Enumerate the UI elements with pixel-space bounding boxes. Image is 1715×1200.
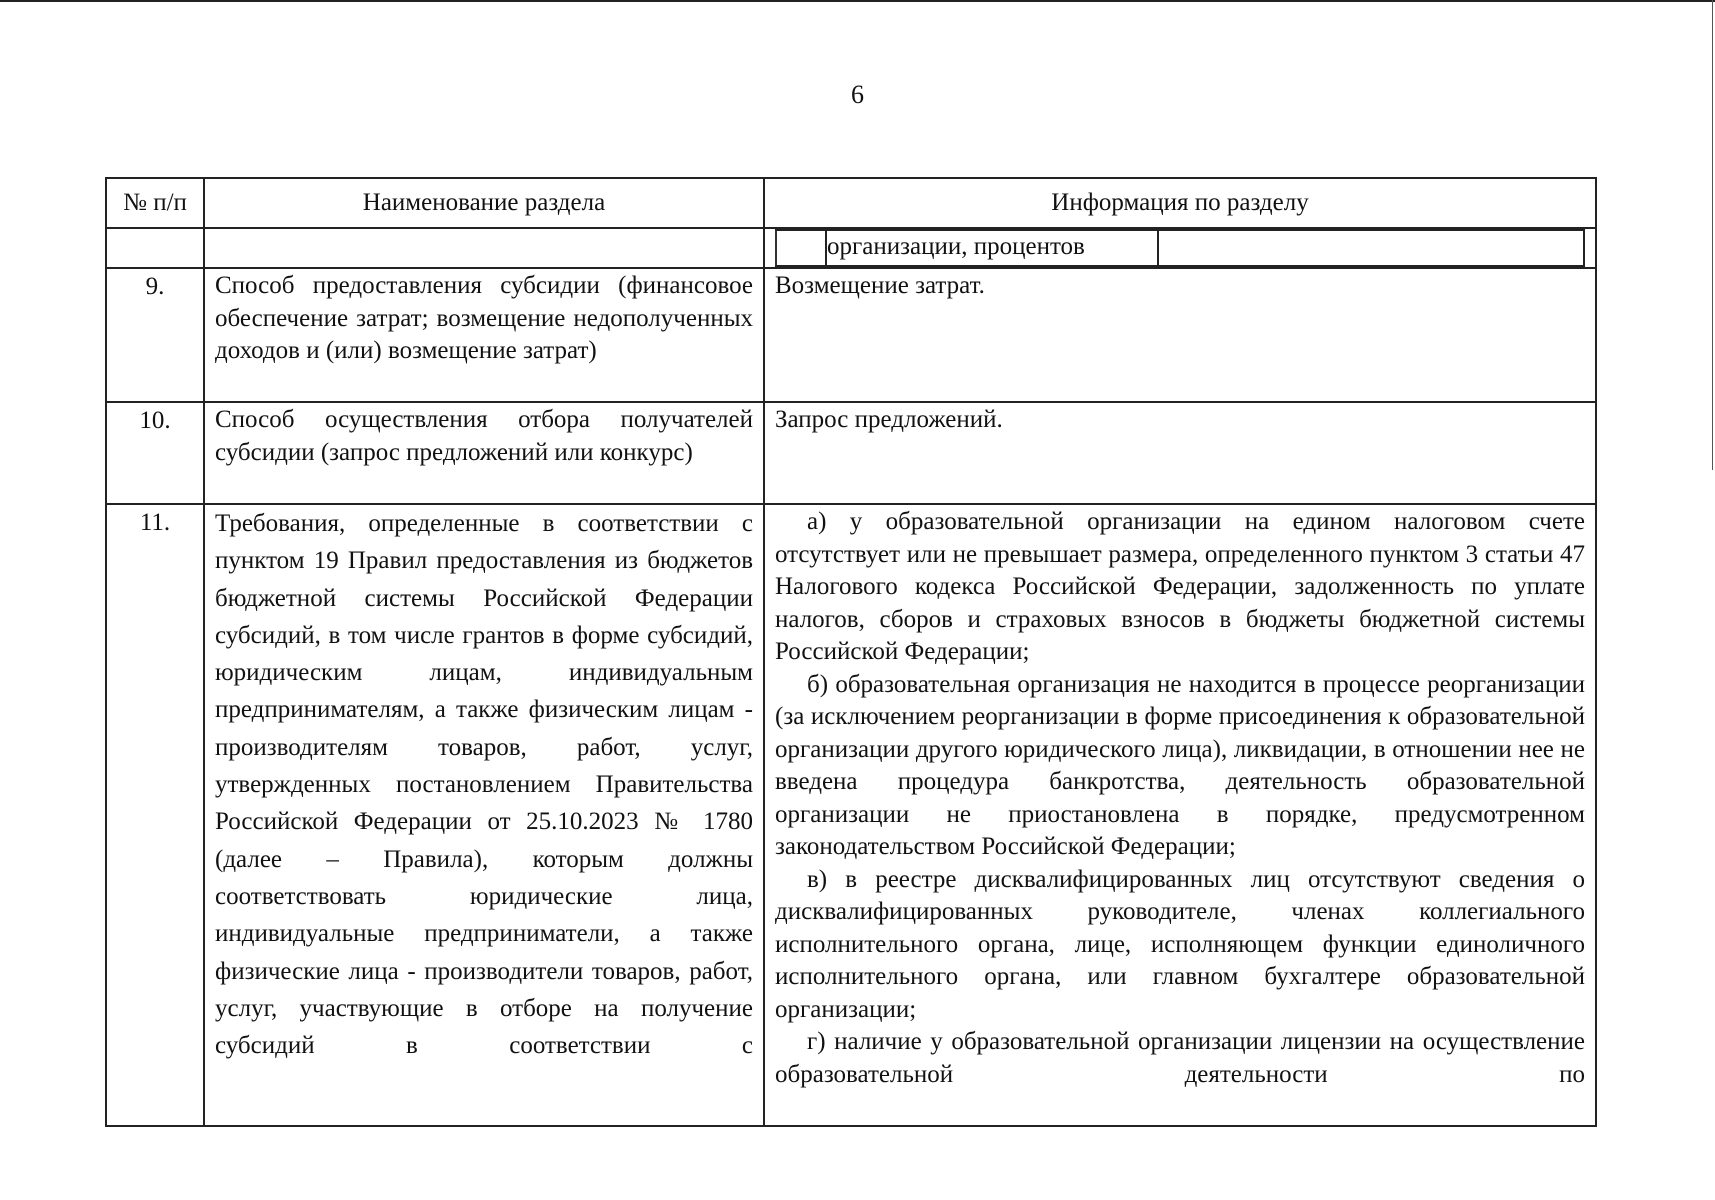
- info-paragraph-v: в) в реестре дисквалифицированных лиц отсутствуют сведения о дисквалифицированных руководителе, членах коллегиального исполнительного органа, лице, исполняющем функции единоличного исполнительного органа, или главном бухгалтере образовательной организации;: [775, 865, 1585, 1023]
- cell-number: [106, 228, 204, 268]
- table-header-row: [106, 178, 1596, 228]
- section-name: Способ осуществления отбора получателей субсидии (запрос предложений или конкурс): [204, 402, 764, 504]
- section-info: [764, 504, 1596, 1126]
- header-section-info: Информация по разделу: [764, 178, 1596, 228]
- nested-cell-text: организации, процентов: [826, 230, 1158, 266]
- cell-info: [764, 228, 1596, 268]
- table-row-continuation: [106, 228, 1596, 268]
- nested-cell-empty-right: [1158, 230, 1584, 266]
- page-right-border: [1712, 0, 1713, 470]
- row-number: 10.: [106, 402, 204, 504]
- header-number: № п/п: [106, 178, 204, 228]
- page-top-border: [0, 0, 1715, 2]
- row-number: 11.: [106, 504, 204, 1126]
- info-table: [105, 177, 1597, 1127]
- nested-cell-empty: [776, 230, 826, 266]
- info-paragraph-g: г) наличие у образовательной организации лицензии на осуществление образовательной деятельности по: [775, 1028, 1585, 1088]
- cell-name: [204, 228, 764, 268]
- nested-table-fragment: [775, 229, 1585, 267]
- page-number: 6: [851, 80, 864, 109]
- section-info: Запрос предложений.: [764, 402, 1596, 504]
- table-row: [106, 268, 1596, 402]
- info-paragraph-b: б) образовательная организация не находится в процессе реорганизации (за исключением реорганизации в форме присоединения к образовательной организации другого юридического лица), ликвидации, в отношении нее не введена процедура банкротства, деятельность образовательной организации не приостановлена в порядке, предусмотренном законодательством Российской Федерации;: [775, 670, 1585, 860]
- table-row: [106, 402, 1596, 504]
- row-number: 9.: [106, 268, 204, 402]
- section-name: Требования, определенные в соответствии с пунктом 19 Правил предоставления из бюджетов бюджетной системы Российской Федерации субсидий, в том числе грантов в форме субсидий, юридическим лицам, индивидуальным предпринимателям, а также физическим лицам - производителям товаров, работ, услуг, утвержденных постановлением Правительства Российской Федерации от 25.10.2023 № 1780 (далее – Правила), которым должны соответствовать юридические лица, индивидуальные предприниматели, а также физические лица - производители товаров, работ, услуг, участвующие в отборе на получение субсидий в соответствии с: [204, 504, 764, 1126]
- table-row: [106, 504, 1596, 1126]
- info-paragraph-a: а) у образовательной организации на едином налоговом счете отсутствует или не превышает размера, определенного пунктом 3 статьи 47 Налогового кодекса Российской Федерации, задолженность по уплате налогов, сборов и страховых взносов в бюджеты бюджетной системы Российской Федерации;: [775, 508, 1585, 665]
- section-name: Способ предоставления субсидии (финансовое обеспечение затрат; возмещение недополученных доходов и (или) возмещение затрат): [204, 268, 764, 402]
- section-info: Возмещение затрат.: [764, 268, 1596, 402]
- header-section-name: Наименование раздела: [204, 178, 764, 228]
